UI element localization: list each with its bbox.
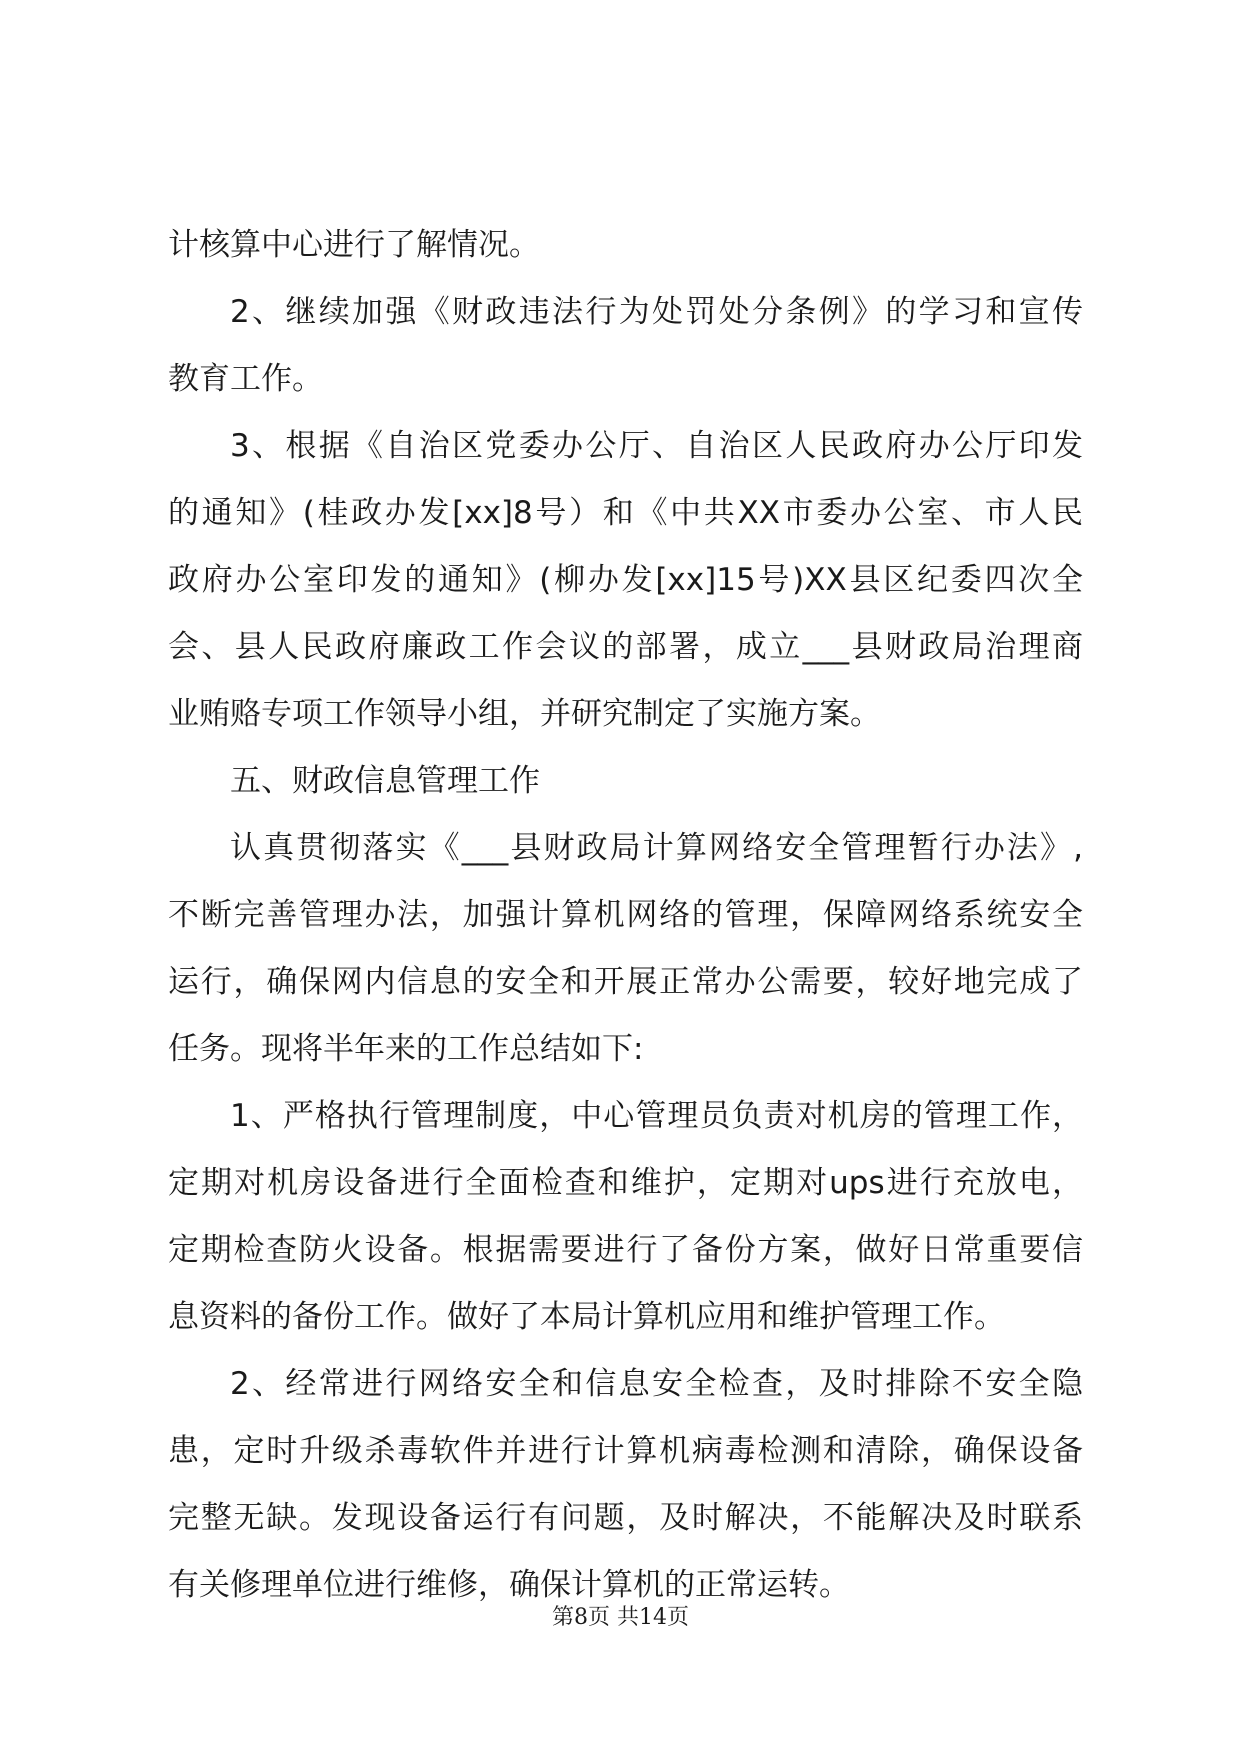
text-line: 3、根据《自治区党委办公厅、自治区人民政府办公厅印发 — [230, 428, 1083, 464]
text-line: 业贿赂专项工作领导小组，并研究制定了实施方案。 — [168, 696, 881, 732]
text-line: 不断完善管理办法，加强计算机网络的管理，保障网络系统安全 — [168, 897, 1083, 933]
text-line: 运行，确保网内信息的安全和开展正常办公需要，较好地完成了 — [168, 964, 1083, 1000]
text-line: 定期对机房设备进行全面检查和维护，定期对ups进行充放电， — [168, 1165, 1083, 1201]
text-line: 认真贯彻落实《___县财政局计算网络安全管理暂行办法》, — [230, 830, 1083, 866]
text-line: 息资料的备份工作。做好了本局计算机应用和维护管理工作。 — [168, 1299, 1005, 1335]
text-line: 2、继续加强《财政违法行为处罚处分条例》的学习和宣传 — [230, 294, 1083, 330]
text-line: 有关修理单位进行维修，确保计算机的正常运转。 — [168, 1567, 850, 1603]
text-line: 2、经常进行网络安全和信息安全检查，及时排除不安全隐 — [230, 1366, 1083, 1402]
text-line: 政府办公室印发的通知》(柳办发[xx]15号)XX县区纪委四次全 — [168, 562, 1083, 598]
text-line: 任务。现将半年来的工作总结如下: — [168, 1031, 644, 1067]
text-line: 计核算中心进行了解情况。 — [168, 227, 540, 263]
text-line: 会、县人民政府廉政工作会议的部署，成立___县财政局治理商 — [168, 629, 1083, 665]
text-line: 1、严格执行管理制度，中心管理员负责对机房的管理工作， — [230, 1098, 1083, 1134]
text-line: 定期检查防火设备。根据需要进行了备份方案，做好日常重要信 — [168, 1232, 1083, 1268]
page-footer: 第8页 共14页 — [552, 1605, 689, 1630]
text-line: 的通知》(桂政办发[xx]8号）和《中共XX市委办公室、市人民 — [168, 495, 1083, 531]
text-line: 患，定时升级杀毒软件并进行计算机病毒检测和清除，确保设备 — [168, 1433, 1083, 1469]
text-line: 完整无缺。发现设备运行有问题，及时解决，不能解决及时联系 — [168, 1500, 1083, 1536]
text-line: 教育工作。 — [168, 361, 323, 397]
text-line: 五、财政信息管理工作 — [230, 763, 540, 799]
body-text — [168, 226, 1083, 1633]
